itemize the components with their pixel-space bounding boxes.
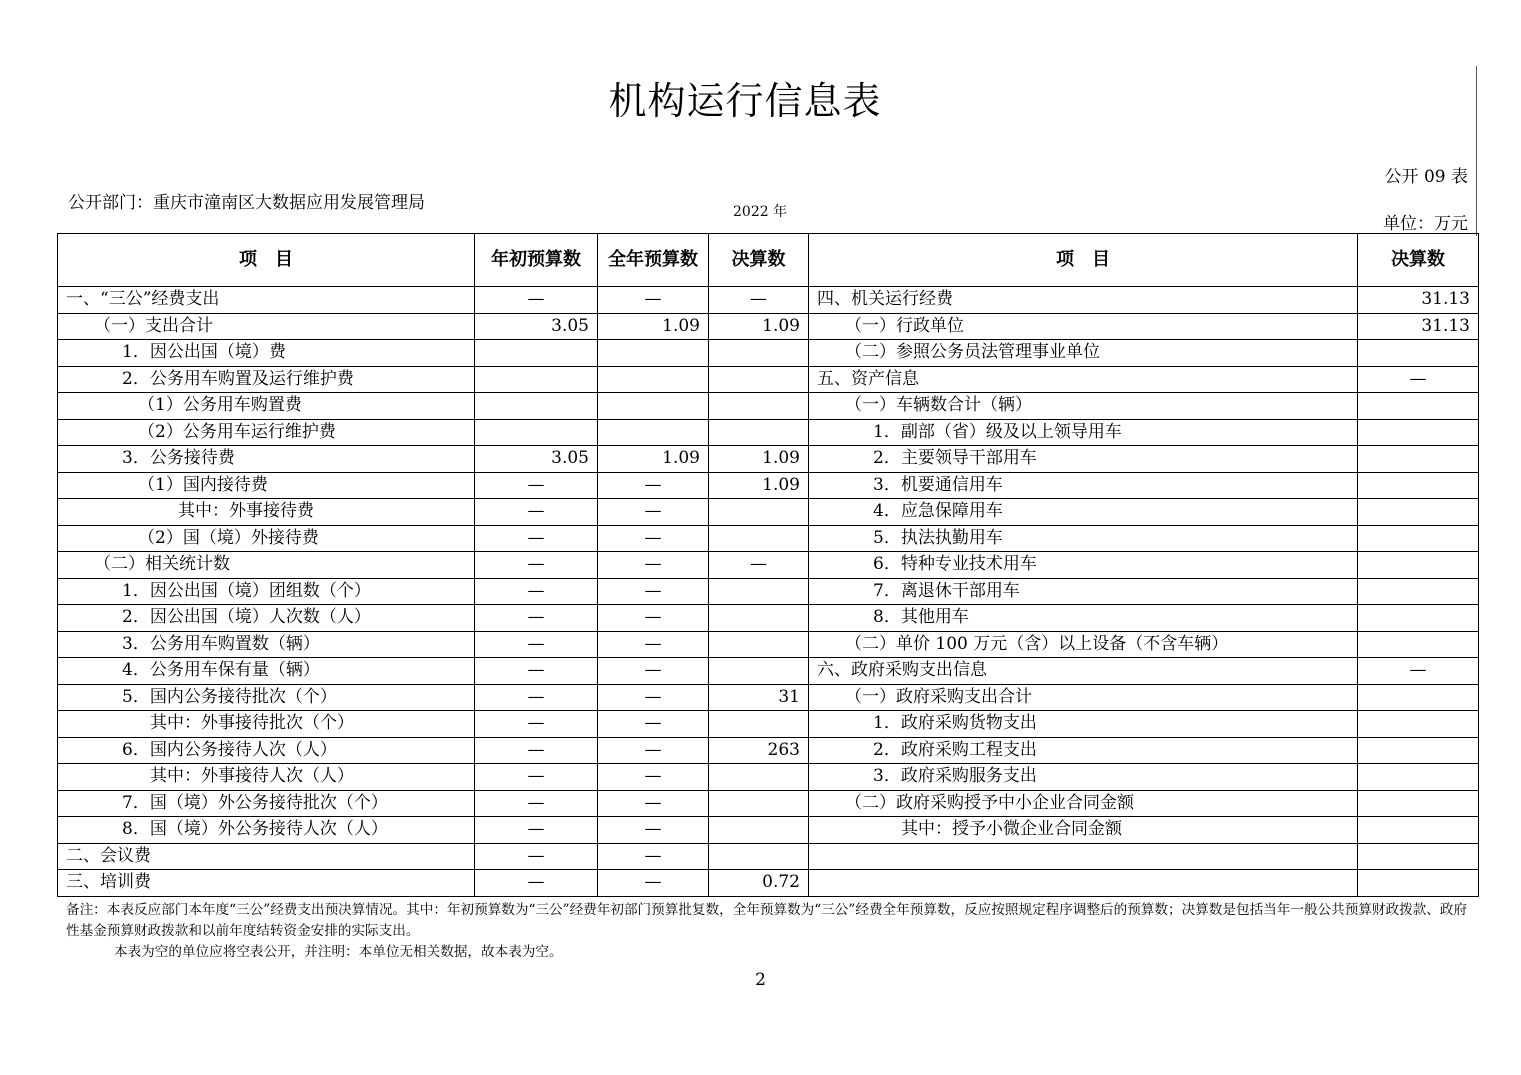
cell-initial-budget: 3.05 [475, 446, 598, 473]
form-number: 公开 09 表 [1384, 167, 1468, 187]
cell-final-account-right [1358, 631, 1479, 658]
cell-item-left: 三、培训费 [58, 870, 475, 897]
cell-final-account [709, 658, 809, 685]
cell-initial-budget: — [475, 499, 598, 526]
cell-final-account-right [1358, 393, 1479, 420]
cell-item-right: （二）单价 100 万元（含）以上设备（不含车辆） [809, 631, 1358, 658]
table-row [58, 737, 1479, 764]
cell-final-account [709, 578, 809, 605]
cell-final-account [709, 366, 809, 393]
table-row [58, 419, 1479, 446]
cell-item-right: 1．副部（省）级及以上领导用车 [809, 419, 1358, 446]
header-full-year-budget: 全年预算数 [598, 234, 709, 287]
cell-full-year-budget: — [598, 843, 709, 870]
cell-item-right: 1．政府采购货物支出 [809, 711, 1358, 738]
cell-item-right: 四、机关运行经费 [809, 287, 1358, 314]
table-row [58, 631, 1479, 658]
cell-full-year-budget: — [598, 578, 709, 605]
cell-final-account [709, 764, 809, 791]
cell-full-year-budget: 1.09 [598, 446, 709, 473]
table-row [58, 870, 1479, 897]
header-final-account-right: 决算数 [1358, 234, 1479, 287]
cell-final-account: 1.09 [709, 446, 809, 473]
table-row [58, 605, 1479, 632]
cell-final-account: 1.09 [709, 313, 809, 340]
cell-final-account [709, 817, 809, 844]
cell-item-right: 其中：授予小微企业合同金额 [809, 817, 1358, 844]
cell-item-right: （二）参照公务员法管理事业单位 [809, 340, 1358, 367]
table-row [58, 313, 1479, 340]
cell-item-left: （1）国内接待费 [58, 472, 475, 499]
cell-item-right: （一）政府采购支出合计 [809, 684, 1358, 711]
cell-final-account-right: — [1358, 658, 1479, 685]
cell-full-year-budget: — [598, 552, 709, 579]
cell-final-account-right: 31.13 [1358, 287, 1479, 314]
cell-item-right [809, 843, 1358, 870]
cell-item-left: （2）国（境）外接待费 [58, 525, 475, 552]
cell-full-year-budget [598, 393, 709, 420]
cell-item-right: （一）行政单位 [809, 313, 1358, 340]
cell-item-right: 2．政府采购工程支出 [809, 737, 1358, 764]
cell-final-account-right [1358, 790, 1479, 817]
cell-final-account-right: — [1358, 366, 1479, 393]
cell-item-left: 其中：外事接待人次（人） [58, 764, 475, 791]
cell-item-right: 六、政府采购支出信息 [809, 658, 1358, 685]
cell-final-account-right [1358, 525, 1479, 552]
cell-item-right: （二）政府采购授予中小企业合同金额 [809, 790, 1358, 817]
cell-initial-budget: — [475, 552, 598, 579]
cell-item-left: 1．因公出国（境）团组数（个） [58, 578, 475, 605]
cell-final-account: — [709, 552, 809, 579]
cell-item-right: （一）车辆数合计（辆） [809, 393, 1358, 420]
cell-initial-budget: — [475, 578, 598, 605]
table-row [58, 843, 1479, 870]
cell-final-account: 263 [709, 737, 809, 764]
cell-initial-budget: — [475, 764, 598, 791]
cell-item-right: 3．政府采购服务支出 [809, 764, 1358, 791]
cell-item-left: 2．因公出国（境）人次数（人） [58, 605, 475, 632]
table-body [58, 287, 1479, 897]
cell-final-account-right [1358, 446, 1479, 473]
cell-item-left: 1．因公出国（境）费 [58, 340, 475, 367]
table-row [58, 684, 1479, 711]
cell-full-year-budget: — [598, 817, 709, 844]
cell-initial-budget: — [475, 684, 598, 711]
cell-final-account-right [1358, 817, 1479, 844]
cell-full-year-budget: — [598, 684, 709, 711]
cell-full-year-budget: 1.09 [598, 313, 709, 340]
table-row [58, 499, 1479, 526]
cell-final-account [709, 419, 809, 446]
cell-final-account-right [1358, 605, 1479, 632]
cell-item-left: 其中：外事接待费 [58, 499, 475, 526]
cell-initial-budget: — [475, 631, 598, 658]
cell-initial-budget [475, 393, 598, 420]
cell-item-left: （1）公务用车购置费 [58, 393, 475, 420]
cell-item-left: 一、“三公”经费支出 [58, 287, 475, 314]
cell-full-year-budget: — [598, 525, 709, 552]
cell-final-account-right [1358, 684, 1479, 711]
cell-full-year-budget: — [598, 658, 709, 685]
cell-full-year-budget: — [598, 605, 709, 632]
cell-final-account: 0.72 [709, 870, 809, 897]
cell-item-left: 2．公务用车购置及运行维护费 [58, 366, 475, 393]
cell-item-right: 5．执法执勤用车 [809, 525, 1358, 552]
cell-final-account-right [1358, 843, 1479, 870]
cell-final-account-right [1358, 552, 1479, 579]
table-row [58, 525, 1479, 552]
cell-item-left: 3．公务用车购置数（辆） [58, 631, 475, 658]
cell-item-left: （2）公务用车运行维护费 [58, 419, 475, 446]
cell-final-account [709, 843, 809, 870]
cell-item-left: 4．公务用车保有量（辆） [58, 658, 475, 685]
margin-rule [1476, 66, 1477, 236]
table-row [58, 817, 1479, 844]
cell-initial-budget: — [475, 472, 598, 499]
page-title: 机构运行信息表 [608, 79, 882, 123]
cell-initial-budget: — [475, 711, 598, 738]
cell-initial-budget [475, 340, 598, 367]
table-header-row [58, 234, 1479, 287]
cell-final-account-right [1358, 340, 1479, 367]
info-table [57, 233, 1479, 897]
note-line-1: 备注：本表反应部门本年度“三公”经费支出预决算情况。其中：年初预算数为“三公”经费年初部门预算批复数，全年预算数为“三公”经费全年预算数，反应按照规定程序调整后的预算数；决算数是包括当年一般公共预算财政拨款、政府性基金预算财政拨款和以前年度结转资金安排的实际支出。 [66, 902, 1468, 939]
cell-item-right: 7．离退休干部用车 [809, 578, 1358, 605]
header-item-right: 项 目 [809, 234, 1358, 287]
cell-item-left: 6．国内公务接待人次（人） [58, 737, 475, 764]
cell-final-account-right [1358, 419, 1479, 446]
cell-full-year-budget: — [598, 287, 709, 314]
table-row [58, 366, 1479, 393]
cell-initial-budget: — [475, 605, 598, 632]
table-row [58, 472, 1479, 499]
cell-item-left: 3．公务接待费 [58, 446, 475, 473]
cell-full-year-budget: — [598, 499, 709, 526]
table-row [58, 340, 1479, 367]
table-row [58, 393, 1479, 420]
department-label: 公开部门：重庆市潼南区大数据应用发展管理局 [68, 193, 425, 213]
cell-final-account-right [1358, 737, 1479, 764]
cell-item-left: 7．国（境）外公务接待批次（个） [58, 790, 475, 817]
page-number: 2 [755, 970, 766, 990]
cell-final-account [709, 605, 809, 632]
unit-label: 单位：万元 [1383, 214, 1468, 234]
table-row [58, 711, 1479, 738]
cell-final-account [709, 499, 809, 526]
cell-full-year-budget: — [598, 631, 709, 658]
cell-full-year-budget: — [598, 472, 709, 499]
cell-item-right [809, 870, 1358, 897]
cell-full-year-budget: — [598, 711, 709, 738]
cell-item-left: 二、会议费 [58, 843, 475, 870]
cell-initial-budget: — [475, 287, 598, 314]
cell-full-year-budget [598, 366, 709, 393]
cell-initial-budget: — [475, 525, 598, 552]
cell-final-account [709, 711, 809, 738]
cell-full-year-budget [598, 419, 709, 446]
cell-item-left: （一）支出合计 [58, 313, 475, 340]
cell-item-left: 5．国内公务接待批次（个） [58, 684, 475, 711]
cell-item-left: 其中：外事接待批次（个） [58, 711, 475, 738]
year-label: 2022 年 [733, 204, 788, 220]
cell-full-year-budget [598, 340, 709, 367]
cell-item-right: 4．应急保障用车 [809, 499, 1358, 526]
cell-initial-budget: — [475, 870, 598, 897]
cell-final-account: — [709, 287, 809, 314]
table-row [58, 287, 1479, 314]
table-row [58, 552, 1479, 579]
cell-final-account [709, 631, 809, 658]
table-row [58, 764, 1479, 791]
cell-final-account [709, 393, 809, 420]
cell-full-year-budget: — [598, 790, 709, 817]
notes [66, 900, 1476, 963]
cell-item-right: 8．其他用车 [809, 605, 1358, 632]
cell-initial-budget: — [475, 843, 598, 870]
cell-full-year-budget: — [598, 870, 709, 897]
table-row [58, 658, 1479, 685]
header-initial-budget: 年初预算数 [475, 234, 598, 287]
cell-initial-budget: — [475, 658, 598, 685]
table-row [58, 446, 1479, 473]
cell-final-account [709, 340, 809, 367]
cell-final-account-right [1358, 578, 1479, 605]
cell-final-account-right [1358, 499, 1479, 526]
note-line-2: 本表为空的单位应将空表公开，并注明：本单位无相关数据，故本表为空。 [114, 944, 563, 960]
cell-initial-budget [475, 366, 598, 393]
cell-final-account: 31 [709, 684, 809, 711]
cell-final-account [709, 525, 809, 552]
cell-final-account-right [1358, 472, 1479, 499]
cell-full-year-budget: — [598, 737, 709, 764]
cell-item-right: 2．主要领导干部用车 [809, 446, 1358, 473]
cell-final-account-right [1358, 764, 1479, 791]
table-row [58, 578, 1479, 605]
cell-final-account-right [1358, 870, 1479, 897]
cell-initial-budget: — [475, 737, 598, 764]
cell-final-account-right [1358, 711, 1479, 738]
cell-item-right: 6．特种专业技术用车 [809, 552, 1358, 579]
cell-item-left: （二）相关统计数 [58, 552, 475, 579]
cell-item-left: 8．国（境）外公务接待人次（人） [58, 817, 475, 844]
cell-initial-budget: — [475, 817, 598, 844]
cell-initial-budget: 3.05 [475, 313, 598, 340]
cell-initial-budget [475, 419, 598, 446]
cell-full-year-budget: — [598, 764, 709, 791]
cell-item-right: 3．机要通信用车 [809, 472, 1358, 499]
cell-final-account-right: 31.13 [1358, 313, 1479, 340]
cell-final-account [709, 790, 809, 817]
header-item: 项 目 [58, 234, 475, 287]
cell-initial-budget: — [475, 790, 598, 817]
header-final-account: 决算数 [709, 234, 809, 287]
cell-final-account: 1.09 [709, 472, 809, 499]
cell-item-right: 五、资产信息 [809, 366, 1358, 393]
table-row [58, 790, 1479, 817]
